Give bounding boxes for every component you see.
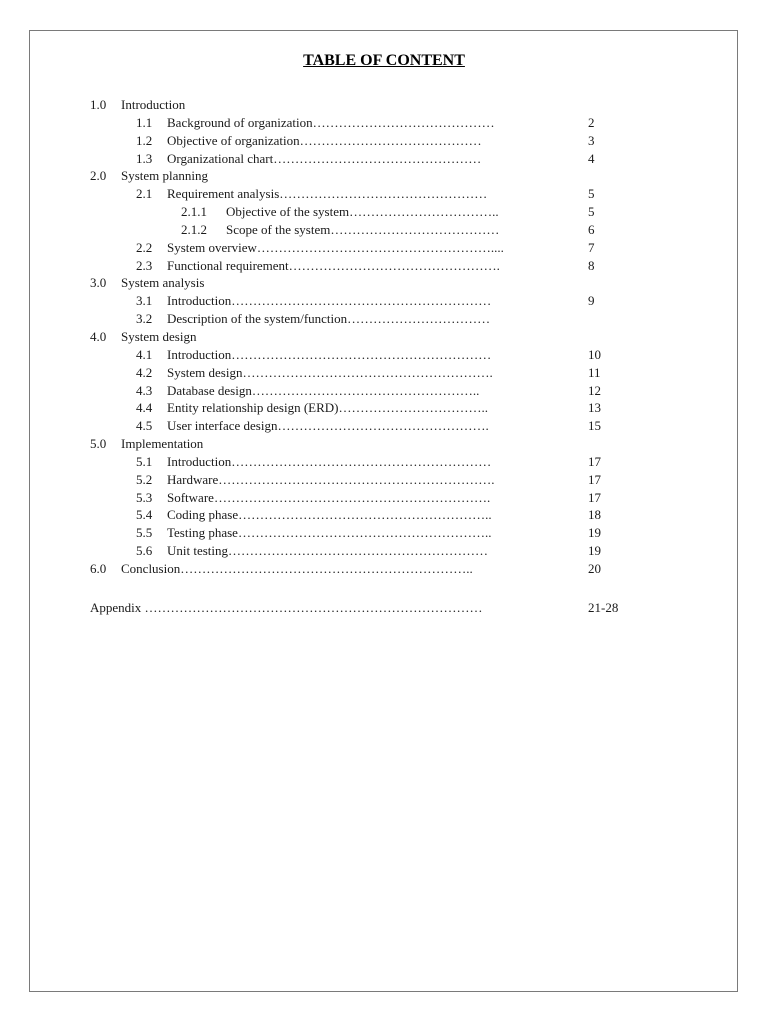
toc-entry-number: 4.5 <box>136 418 153 434</box>
toc-entry <box>0 346 768 364</box>
toc-entry <box>0 328 768 346</box>
toc-entry-number: 5.0 <box>90 436 107 452</box>
toc-page-number: 17 <box>588 453 601 469</box>
toc-page-number: 2 <box>588 114 595 130</box>
toc-page-number: 8 <box>588 257 595 273</box>
toc-leader-dots: ……………………………………………….... <box>256 239 504 255</box>
toc-entry-number: 2.1 <box>136 186 153 202</box>
toc-entry <box>0 382 768 400</box>
toc-entry <box>0 185 768 203</box>
toc-entry-number: 1.1 <box>136 114 153 130</box>
toc-entry-label: System analysis <box>121 275 205 291</box>
toc-leader-dots: …………………………………………………… <box>231 293 492 309</box>
toc-entry <box>0 399 768 417</box>
toc-entry-label: Requirement analysis………………………………………… <box>167 186 488 202</box>
toc-entry <box>0 471 768 489</box>
toc-entry-label: Introduction…………………………………………………… <box>167 346 492 362</box>
toc-entry-label: Introduction <box>121 97 186 112</box>
toc-entry <box>0 114 768 132</box>
toc-entry-number: 4.0 <box>90 328 107 344</box>
toc-entry <box>0 506 768 524</box>
page-title: TABLE OF CONTENT <box>303 52 465 69</box>
toc-entry <box>0 203 768 221</box>
toc-entry-number: 2.2 <box>136 239 153 255</box>
toc-page-number: 3 <box>588 132 595 148</box>
toc-entry <box>0 274 768 292</box>
toc-page-number: 21-28 <box>588 599 619 615</box>
toc-entry <box>0 257 768 275</box>
toc-entry-number: 2.1.1 <box>181 204 207 220</box>
toc-entry-number: 5.3 <box>136 489 153 505</box>
toc-leader-dots: ………………………………………… <box>273 150 482 166</box>
toc-entry-label: Database design…………………………………………….. <box>167 382 480 398</box>
toc-entry <box>0 221 768 239</box>
toc-leader-dots: …………………………….. <box>338 400 489 416</box>
toc-page-number: 13 <box>588 400 601 416</box>
toc-entry-number: 5.6 <box>136 543 153 559</box>
toc-entry-number: 2.3 <box>136 257 153 273</box>
toc-entry-label: Scope of the system………………………………… <box>226 221 500 237</box>
toc-page-number: 20 <box>588 560 601 576</box>
toc-leader-dots: …………………………………………. <box>288 257 500 273</box>
toc-leader-dots: …………………………………………………… <box>231 453 492 469</box>
toc-entry <box>0 239 768 257</box>
toc-leader-dots: …………………………………………………… <box>228 543 489 559</box>
toc-entry-label: Introduction…………………………………………………… <box>167 293 492 309</box>
toc-entry-number: 4.2 <box>136 364 153 380</box>
toc-entry-number: 1.2 <box>136 132 153 148</box>
toc-leader-dots: …………………………………………………………………… <box>144 599 483 615</box>
toc-leader-dots: …………………………… <box>347 311 491 327</box>
toc-page-number: 9 <box>588 293 595 309</box>
toc-page-number: 5 <box>588 204 595 220</box>
toc-entry-number: 3.2 <box>136 311 153 327</box>
toc-leader-dots: …………………………………… <box>312 114 495 130</box>
toc-entry-label: User interface design…………………………………………. <box>167 418 489 434</box>
toc-entry <box>0 150 768 168</box>
toc-leader-dots: ………………………………………………….. <box>237 525 492 541</box>
toc-entry <box>0 542 768 560</box>
toc-entry-label: Objective of the system…………………………….. <box>226 204 499 220</box>
table-of-contents <box>0 96 768 617</box>
toc-page-number: 6 <box>588 221 595 237</box>
toc-page-number: 15 <box>588 418 601 434</box>
toc-page-number: 19 <box>588 543 601 559</box>
toc-leader-dots: ………………………………… <box>330 221 500 237</box>
toc-entry-label: System overview……………………………………………….... <box>167 239 504 255</box>
toc-entry-label: Implementation <box>121 436 204 452</box>
toc-entry-number: 1.3 <box>136 150 153 166</box>
toc-entry-number: 5.4 <box>136 507 153 523</box>
toc-entry-label: System design <box>121 328 197 344</box>
toc-entry <box>0 310 768 328</box>
toc-leader-dots: ………………………………………………………….. <box>180 560 473 576</box>
toc-entry-number: 3.0 <box>90 275 107 291</box>
toc-leader-dots: …………………………………………. <box>277 418 489 434</box>
toc-entry-number: 4.1 <box>136 346 153 362</box>
toc-entry-number: 2.1.2 <box>181 221 207 237</box>
toc-entry <box>0 364 768 382</box>
toc-entry <box>0 417 768 435</box>
toc-entry <box>0 96 768 114</box>
toc-entry-label: Software………………………………………………………. <box>167 489 491 505</box>
toc-entry-label: Background of organization…………………………………… <box>167 114 495 130</box>
toc-page-number: 17 <box>588 489 601 505</box>
toc-entry <box>0 489 768 507</box>
toc-leader-dots: ………………………………………… <box>279 186 488 202</box>
toc-entry-number: 5.2 <box>136 471 153 487</box>
toc-entry <box>0 292 768 310</box>
toc-leader-dots: …………………………………………….. <box>251 382 480 398</box>
toc-page-number: 18 <box>588 507 601 523</box>
toc-appendix-entry <box>0 599 768 617</box>
toc-entry-label: Introduction…………………………………………………… <box>167 453 492 469</box>
toc-entry-number: 1.0 <box>90 97 107 112</box>
toc-leader-dots: …………………………….. <box>349 204 499 220</box>
toc-entry-label: System planning <box>121 168 209 184</box>
toc-entry-label: Functional requirement…………………………………………. <box>167 257 500 273</box>
toc-entry-label: Organizational chart………………………………………… <box>167 150 482 166</box>
toc-entry <box>0 524 768 542</box>
toc-entry-number: 5.5 <box>136 525 153 541</box>
toc-page-number: 17 <box>588 471 601 487</box>
toc-entry-label: Entity relationship design (ERD)…………………………….. <box>167 400 489 416</box>
toc-leader-dots: …………………………………………………. <box>242 364 493 380</box>
toc-leader-dots: ………………………………………………………. <box>213 489 491 505</box>
toc-entry <box>0 453 768 471</box>
toc-page-number: 12 <box>588 382 601 398</box>
toc-entry-number: 4.4 <box>136 400 153 416</box>
toc-page-number: 11 <box>588 364 601 380</box>
toc-entry-number: 5.1 <box>136 453 153 469</box>
toc-leader-dots: …………………………………………………… <box>231 346 492 362</box>
toc-entry-label: Coding phase………………………………………………….. <box>167 507 492 523</box>
toc-entry-label: Appendix …………………………………………………………………… <box>90 599 483 615</box>
toc-entry-label: Unit testing…………………………………………………… <box>167 543 489 559</box>
toc-entry-label: Hardware………………………………………………………. <box>167 471 495 487</box>
toc-entry-number: 2.0 <box>90 168 107 184</box>
toc-page-number: 19 <box>588 525 601 541</box>
toc-entry-label: Testing phase………………………………………………….. <box>167 525 492 541</box>
toc-entry <box>0 132 768 150</box>
toc-leader-dots: …………………………………… <box>299 132 482 148</box>
toc-entry <box>0 560 768 578</box>
toc-entry <box>0 435 768 453</box>
toc-page-number: 4 <box>588 150 595 166</box>
toc-entry-label: System design…………………………………………………. <box>167 364 493 380</box>
toc-entry-number: 6.0 <box>90 560 107 576</box>
toc-entry-label: Description of the system/function…………………………… <box>167 311 491 327</box>
toc-page-number: 5 <box>588 186 595 202</box>
toc-entry-label: Objective of organization…………………………………… <box>167 132 482 148</box>
toc-entry-label: Conclusion………………………………………………………….. <box>121 560 473 576</box>
toc-page-number: 10 <box>588 346 601 362</box>
toc-leader-dots: ………………………………………………………. <box>218 471 495 487</box>
toc-entry-number: 4.3 <box>136 382 153 398</box>
toc-page-number: 7 <box>588 239 595 255</box>
toc-leader-dots: ………………………………………………….. <box>238 507 492 523</box>
toc-entry-number: 3.1 <box>136 293 153 309</box>
toc-entry <box>0 167 768 185</box>
